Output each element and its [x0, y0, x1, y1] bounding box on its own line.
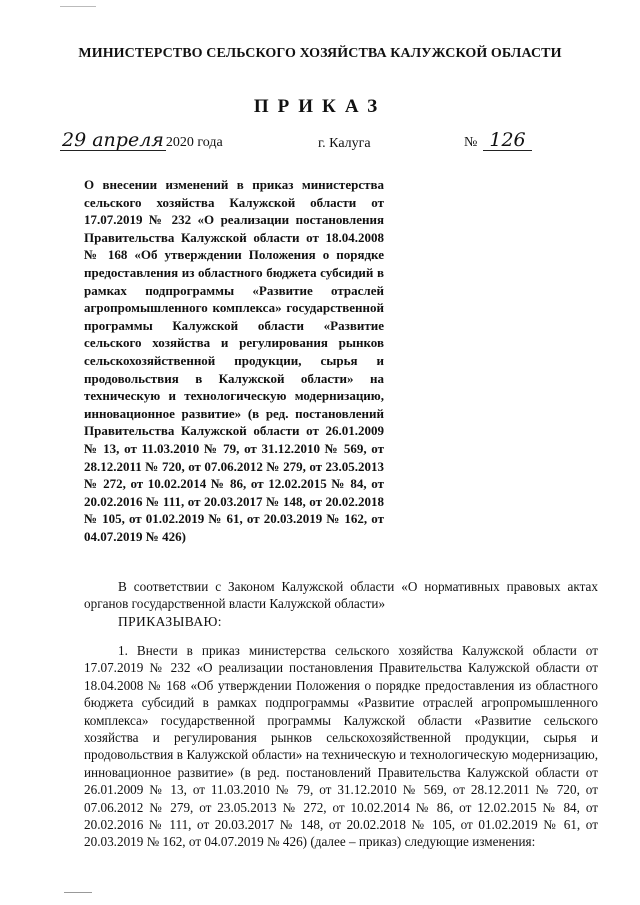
document-type-title: ПРИКАЗ	[253, 96, 387, 117]
number-sign: №	[464, 135, 478, 150]
date-year: 2020 года	[165, 135, 223, 150]
ministry-name: МИНИСТЕРСТВО СЕЛЬСКОГО ХОЗЯЙСТВА КАЛУЖСКОЙ ОБЛАСТИ	[78, 46, 562, 61]
document-number	[464, 130, 532, 151]
document-date	[60, 130, 223, 151]
order-directive: ПРИКАЗЫВАЮ:	[118, 614, 222, 629]
legal-basis-paragraph: В соответствии с Законом Калужской области «О нормативных правовых актах органов государственной власти Калужской области»	[84, 579, 598, 612]
order-subject: О внесении изменений в приказ министерства сельского хозяйства Калужской области от 17.07.2019 № 232 «О реализации постановления Правительства Калужской области от 18.04.2008 № 168 «Об утверждении Положения о порядке предоставления из областного бюджета субсидий в рамках подпрограммы «Развитие отраслей агропромышленного комплекса» государственной программы Калужской области «Развитие сельского хозяйства и регулирования рынков сельскохозяйственной продукции, сырья и продовольствия в Калужской области» на техническую и технологическую модернизацию, инновационное развитие» (в ред. постановлений Правительства Калужской области от 26.01.2009 № 13, от 11.03.2010 № 79, от 31.12.2010 № 569, от 28.12.2011 № 720, от 07.06.2012 № 279, от 23.05.2013 № 272, от 10.02.2014 № 86, от 12.02.2015 № 84, от 20.02.2016 № 111, от 20.03.2017 № 148, от 20.02.2018 № 105, от 01.02.2019 № 61, от 20.03.2019 № 162, от 04.07.2019 № 426)	[84, 177, 384, 544]
page-footer-line	[64, 892, 92, 893]
handwritten-number: 126	[483, 130, 531, 151]
handwritten-date: 29 апреля	[62, 129, 164, 151]
document-meta-row	[60, 130, 600, 156]
document-city: г. Калуга	[318, 136, 371, 151]
scan-mark	[60, 0, 96, 7]
order-item-1: 1. Внести в приказ министерства сельского хозяйства Калужской области от 17.07.2019 № 232 «О реализации постановления Правительства Калужской области от 18.04.2008 № 168 «Об утверждении Положения о порядке предоставления из областного бюджета субсидий в рамках подпрограммы «Развитие отраслей агропромышленного комплекса» государственной программы Калужской области «Развитие сельского хозяйства и регулирования рынков сельскохозяйственной продукции, сырья и продовольствия в Калужской области» на техническую и технологическую модернизацию, инновационное развитие» (в ред. постановлений Правительства Калужской области от 26.01.2009 № 13, от 11.03.2010 № 79, от 31.12.2010 № 569, от 28.12.2011 № 720, от 07.06.2012 № 279, от 23.05.2013 № 272, от 10.02.2014 № 86, от 12.02.2015 № 84, от 20.02.2016 № 111, от 20.03.2017 № 148, от 20.02.2018 № 105, от 01.02.2019 № 61, от 20.03.2019 № 162, от 04.07.2019 № 426) (далее – приказ) следующие изменения:	[84, 643, 598, 850]
